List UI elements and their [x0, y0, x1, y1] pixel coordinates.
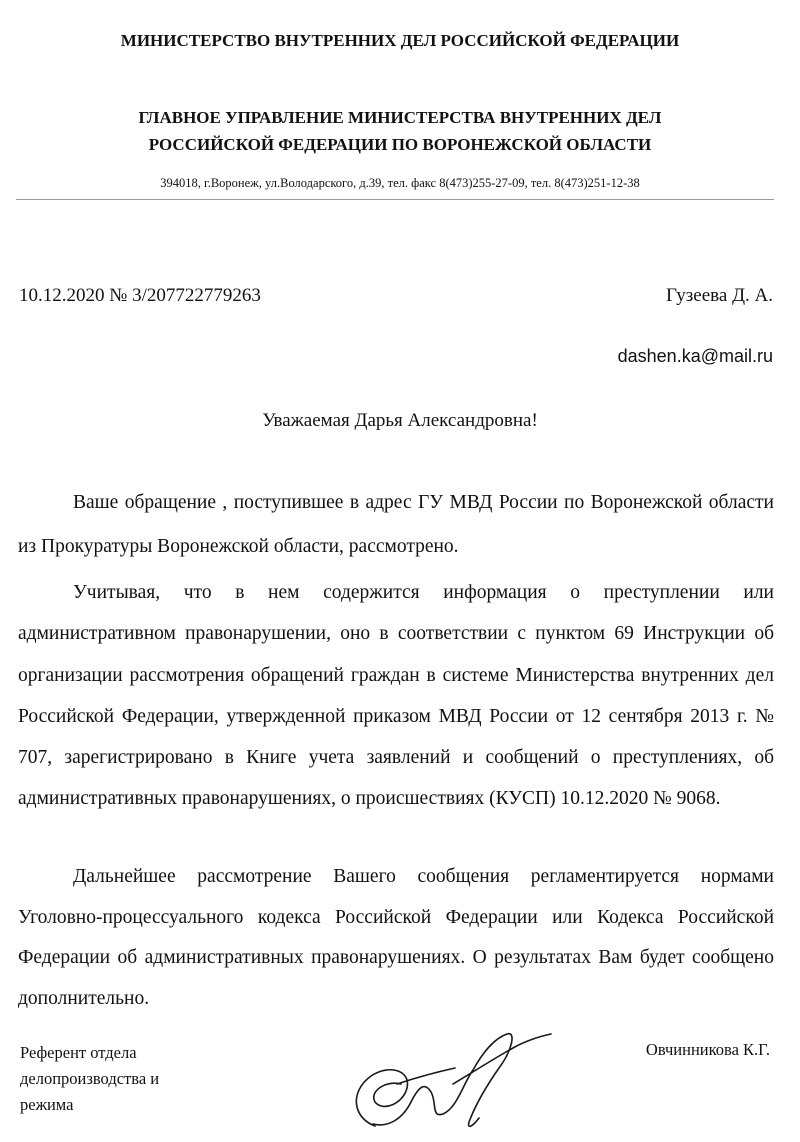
greeting: Уважаемая Дарья Александровна!: [262, 410, 538, 431]
body-paragraph-3: Дальнейшее рассмотрение Вашего сообщения регламентируется нормами Уголовно-процессуального кодекса Российской Федерации или Кодекса Российской Федерации об административных правонарушениях. О результатах Вам будет сообщено дополнительно.: [18, 866, 774, 1009]
date-registration-number: 10.12.2020 № 3/207722779263: [19, 285, 261, 306]
department-title-line1: ГЛАВНОЕ УПРАВЛЕНИЕ МИНИСТЕРСТВА ВНУТРЕННИХ ДЕЛ: [138, 108, 662, 127]
ministry-title: МИНИСТЕРСТВО ВНУТРЕННИХ ДЕЛ РОССИЙСКОЙ ФЕДЕРАЦИИ: [120, 31, 680, 50]
signer-name: Овчинникова К.Г.: [645, 1040, 770, 1059]
signer-position-line2: делопроизводства и: [20, 1069, 160, 1088]
signer-position: [20, 1040, 220, 1118]
letterhead-address: 394018, г.Воронеж, ул.Володарского, д.39, тел. факс 8(473)255-27-09, тел. 8(473)251-12-38: [160, 176, 640, 190]
handwritten-signature: [345, 1022, 555, 1140]
recipient-email: dashen.ka@mail.ru: [617, 346, 773, 366]
signer-position-line1: Референт отдела: [20, 1043, 137, 1062]
signer-position-line3: режима: [20, 1095, 74, 1114]
recipient-name: Гузеева Д. А.: [666, 285, 773, 306]
letterhead-divider: [16, 199, 774, 200]
body-paragraph-1: Ваше обращение , поступившее в адрес ГУ МВД России по Воронежской области из Прокуратуры Воронежской области, рассмотрено.: [18, 492, 774, 557]
department-title: [0, 104, 800, 158]
body-paragraph-2: Учитывая, что в нем содержится информация о преступлении или административном правонарушении, оно в соответствии с пунктом 69 Инструкции об организации рассмотрения обращений граждан в системе Министерства внутренних дел Российской Федерации, утвержденной приказом МВД России от 12 сентября 2013 г. № 707, зарегистрировано в Книге учета заявлений и сообщений о преступлениях, об административных правонарушениях, о происшествиях (КУСП) 10.12.2020 № 9068.: [18, 582, 774, 810]
department-title-line2: РОССИЙСКОЙ ФЕДЕРАЦИИ ПО ВОРОНЕЖСКОЙ ОБЛАСТИ: [148, 135, 652, 154]
